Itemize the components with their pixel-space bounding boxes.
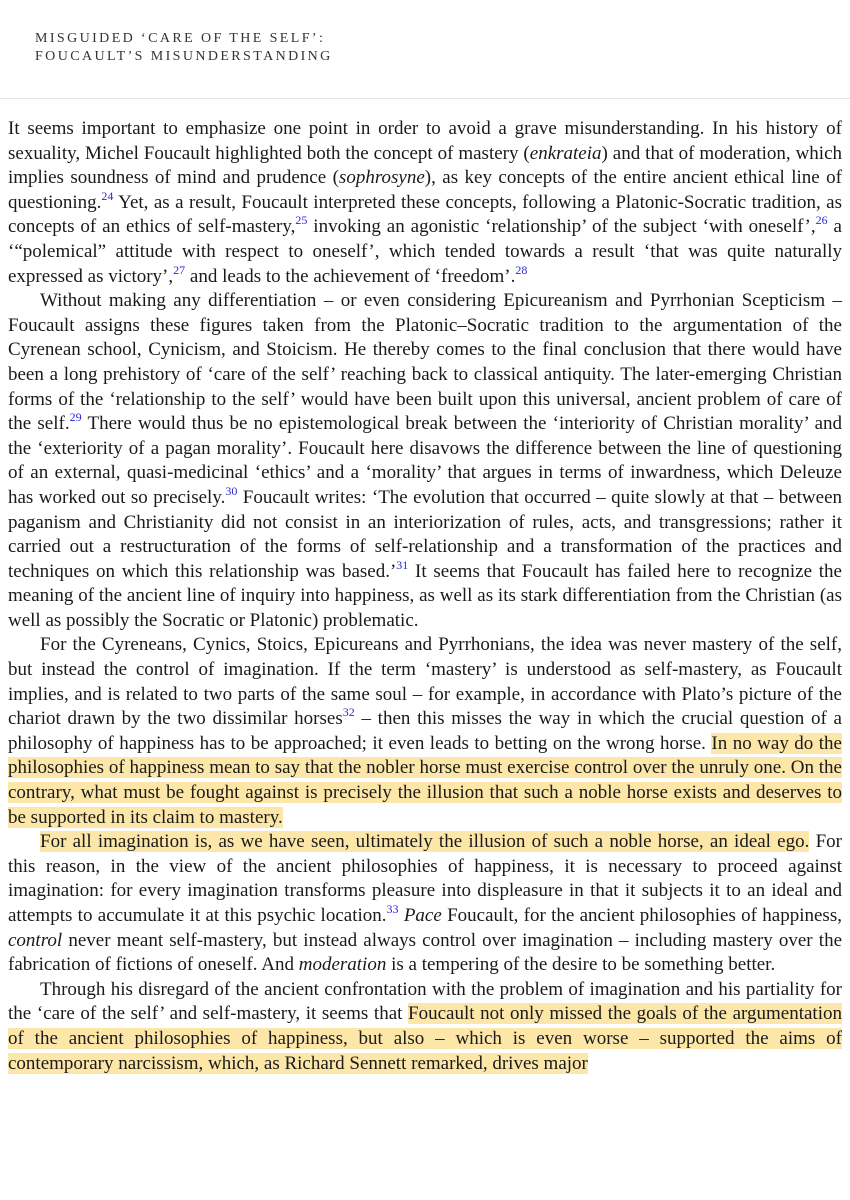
running-header-line-2: FOUCAULT’S MISUNDERSTANDING <box>35 49 333 64</box>
paragraph-2: Without making any differentiation – or even considering Epicureanism and Pyrrhonian Scepticism – Foucault assigns these figures taken from the Platonic–Socratic tradition to the argumentation of the Cyrenean school, Cynicism, and Stoicism. He thereby comes to the final conclusion that there would have been a long prehistory of ‘care of the self’ reaching back to classical antiquity. The later-emerging Christian forms of the ‘relationship to the self’ would have been built upon this universal, ancient problem of care of the self.$^{29}$ There would thus be no epistemological break between the ‘interiority of Christian morality’ and the ‘exteriority of a pagan morality’. Foucault here disavows the difference between the line of questioning of an external, quasi-medicinal ‘ethics’ and a ‘morality’ that argues in terms of inwardness, which Deleuze has worked out so precisely.$^{30}$ Foucault writes: ‘The evolution that occurred – quite slowly at that – between paganism and Christianity did not consist in an interiorization of rules, acts, and transgressions; rather it carried out a restructuration of the forms of self-relationship and a transformation of the practices and techniques on which this relationship was based.’$^{31}$ It seems that Foucault has failed here to recognize the meaning of the ancient line of inquiry into happiness, as well as its stark differentiation from the Christian (as well as possibly the Socratic or Platonic) problematic. <box>8 290 843 631</box>
footnote-ref-33[interactable]: 33 <box>386 902 399 916</box>
highlight-3[interactable]: Foucault not only missed the goals of the argumentation of the ancient philosophies of happiness, but also – which is even worse – supported the aims of contemporary narcissism, which, as Richard Sennett remarked, drives major <box>8 1003 842 1074</box>
paragraph-1: It seems important to emphasize one point in order to avoid a grave misunderstanding. In his history of sexuality, Michel Foucault highlighted both the concept of mastery (enkrateia) and that of moderation, which implies soundness of mind and prudence (sophrosyne), as key concepts of the entire ancient ethical line of questioning.$^{24}$ Yet, as a result, Foucault interpreted these concepts, following a Platonic-Socratic tradition, as concepts of an ethics of self-mastery,$^{25}$ invoking an agonistic ‘relationship’ of the subject ‘with oneself’,$^{26}$ a ‘“polemical” attitude with respect to oneself’, which tended towards a result ‘that was quite naturally expressed as victory’,$^{27}$ and leads to the achievement of ‘freedom’.$^{28}$ <box>8 118 842 287</box>
highlight-2[interactable]: For all imagination is, as we have seen, ultimately the illusion of such a noble horse, an ideal ego. <box>40 831 810 853</box>
footnote-ref-29[interactable]: 29 <box>69 410 82 425</box>
footnote-ref-26[interactable]: 26 <box>815 213 828 228</box>
footnote-ref-31[interactable]: 31 <box>396 557 409 572</box>
footnote-ref-25[interactable]: 25 <box>295 213 308 228</box>
page-body <box>8 117 842 1076</box>
footnote-ref-28[interactable]: 28 <box>515 262 528 277</box>
paragraph-5: Through his disregard of the ancient confrontation with the problem of imagination and his partiality for the ‘care of the self’ and self-mastery, it seems that Foucault not only missed the goals of the argumentation of the ancient philosophies of happiness, but also – which is even worse – supported the aims of contemporary narcissism, which, as Richard Sennett remarked, drives major <box>8 978 842 1074</box>
footnote-ref-30[interactable]: 30 <box>225 483 238 498</box>
highlight-1[interactable]: In no way do the philosophies of happiness mean to say that the nobler horse must exercise control over the unruly one. On the contrary, what must be fought against is precisely the illusion that such a noble horse exists and deserves to be supported in its claim to mastery. <box>8 732 842 828</box>
footnote-ref-27[interactable]: 27 <box>173 262 186 277</box>
paragraph-3: For the Cyreneans, Cynics, Stoics, Epicureans and Pyrrhonians, the idea was never mastery of the self, but instead the control of imagination. If the term ‘mastery’ is understood as self-mastery, as Foucault implies, and is related to two parts of the same soul – for example, in accordance with Plato’s picture of the chariot drawn by the two dissimilar horses$^{32}$ – then this misses the way in which the crucial question of a philosophy of happiness has to be approached; it even leads to betting on the wrong horse. In no way do the philosophies of happiness mean to say that the nobler horse must exercise control over the unruly one. On the contrary, what must be fought against is precisely the illusion that such a noble horse exists and deserves to be supported in its claim to mastery. <box>8 634 842 828</box>
footnote-ref-24[interactable]: 24 <box>101 188 114 203</box>
running-header <box>35 30 333 66</box>
footnote-ref-32[interactable]: 32 <box>342 705 355 720</box>
running-header-line-1: MISGUIDED ‘CARE OF THE SELF’: <box>35 31 326 46</box>
paragraph-4: For all imagination is, as we have seen, ultimately the illusion of such a noble horse, an ideal ego. For this reason, in the view of the ancient philosophies of happiness, it is necessary to proceed against imagination: for every imagination transforms pleasure into displeasure in that it subjects it to an ideal and attempts to accumulate it at this psychic location.$^{33}$ Pace Foucault, for the ancient philosophies of happiness, control never meant self-mastery, but instead always control over imagination – including mastery over the fabrication of fictions of oneself. And moderation is a tempering of the desire to be something better. <box>8 831 842 976</box>
header-divider <box>0 98 850 99</box>
